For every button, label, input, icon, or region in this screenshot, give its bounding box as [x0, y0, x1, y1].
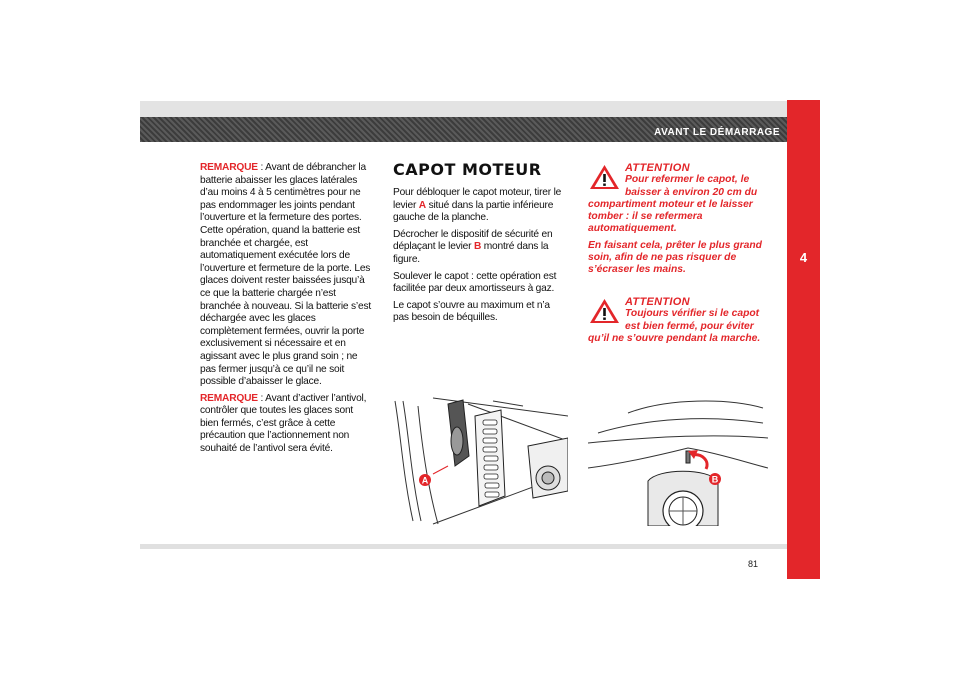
- chapter-tab: [787, 100, 820, 579]
- warning-box: [588, 162, 768, 281]
- header-top-strip: [140, 101, 788, 117]
- page-number: 81: [748, 559, 759, 569]
- warning-triangle-icon: [589, 164, 620, 190]
- warning-heading: ATTENTION: [625, 296, 690, 308]
- warning-text: Toujours vérifier si le capot est bien fermé, pour éviter qu’il ne s’ouvre pendant la marche.: [588, 308, 761, 344]
- lever-letter: B: [473, 241, 482, 253]
- instruction-text: situé dans la partie inférieure gauche de la planche.: [393, 199, 554, 224]
- warning-text: En faisant cela, prêter le plus grand soin, afin de ne pas risquer de s’écraser les mains.: [588, 239, 762, 276]
- figure-label-a: A: [421, 475, 429, 486]
- instruction-paragraph: Le capot s’ouvre au maximum et n’a pas besoin de béquilles.: [393, 299, 550, 324]
- instruction-paragraph: [393, 229, 568, 267]
- section-heading: CAPOT MOTEUR: [393, 160, 542, 179]
- figure-hood-safety-lever: [588, 393, 768, 526]
- instruction-text: Pour débloquer le capot moteur, tirer le levier: [393, 187, 562, 211]
- section-title: AVANT LE DÉMARRAGE: [654, 127, 780, 138]
- chapter-number: 4: [799, 250, 808, 265]
- lever-letter: A: [418, 199, 426, 211]
- note-text: : Avant d’activer l’antivol, contrôler que toutes les glaces sont bien fermés, c’est grâce à cette précaution que l’actionnement non souhaité de l’antivol sera évité.: [200, 392, 367, 455]
- warning-triangle-icon: [589, 298, 620, 324]
- note-label: REMARQUE: [200, 162, 258, 173]
- instructions-column: [393, 187, 568, 329]
- figure-label-b: B: [711, 474, 719, 485]
- note-paragraph-1: [200, 162, 374, 389]
- note-paragraph-2: [200, 393, 374, 456]
- warning-heading: ATTENTION: [625, 162, 690, 174]
- warning-box: [588, 296, 768, 349]
- instruction-paragraph: Soulever le capot : cette opération est facilitée par deux amortisseurs à gaz.: [393, 270, 557, 295]
- dashboard-illustration: [393, 396, 568, 526]
- notes-column: [200, 162, 374, 460]
- instruction-text: montré dans la figure.: [393, 241, 549, 265]
- instruction-paragraph: [393, 187, 568, 225]
- note-text: : Avant de débrancher la batterie abaisser les glaces latérales d’au moins 4 à 5 centimètres pour ne pas endommager les joints pendant l’ouverture et la fermeture des portes. Cette opération, quand la batterie est branchée et chargée, est automatiquement exécutée lors de l’ouverture et fermeture de la porte. Les glaces doivent rester baissées jusqu’à ce que la batterie chargée n’est branchée à nouveau. Si la batterie s’est déchargée avec les glaces complètement fermées, ouvrir la porte exclusivement si nécessaire et en agissant avec le plus grand soin ; ne pas fermer jusqu’à ce qu’il ne soit possible d’abaisser le glace.: [200, 162, 371, 388]
- warning-text: Pour refermer le capot, le baisser à environ 20 cm du compartiment moteur et le laisser tomber : il se refermera automatiquement.: [588, 174, 758, 235]
- figure-hood-release-lever: [393, 396, 568, 526]
- instruction-text: Décrocher le dispositif de sécurité en déplaçant le levier: [393, 228, 553, 253]
- footer-line: [140, 544, 787, 549]
- hood-illustration: [588, 393, 768, 526]
- note-label: REMARQUE: [200, 392, 258, 404]
